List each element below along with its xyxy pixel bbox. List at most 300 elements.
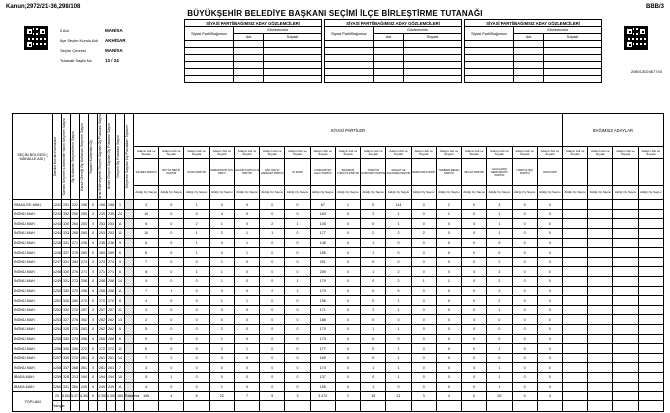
vote-cell: 0 — [285, 257, 310, 267]
value-cell: 270 — [71, 286, 80, 296]
vote-cell: 1 — [386, 296, 411, 306]
vote-cell: 0 — [512, 267, 537, 277]
parties-header: SİYASİ PARTİLER — [134, 114, 563, 147]
value-cell: 13 — [116, 315, 125, 325]
vote-cell: 0 — [159, 277, 184, 287]
vote-cell: 0 — [234, 267, 259, 277]
value-cell: 194 — [80, 372, 89, 382]
vote-cell: 0 — [335, 238, 360, 248]
vote-cell: 155 — [310, 382, 335, 392]
vote-cell: 0 — [285, 334, 310, 344]
district-cell: İNÖNÜ MAH. — [13, 363, 53, 373]
vote-cell: 0 — [361, 257, 386, 267]
observer-last-label: Soyadı — [404, 34, 462, 41]
candidate-name-label: Adayın Adı ve Soyadı — [234, 147, 259, 159]
votes-label: Aldığı Oy Sayısı — [159, 186, 184, 200]
vote-cell: 2 — [386, 267, 411, 277]
vote-cell: 0 — [386, 315, 411, 325]
observer-header: SİYASİ PARTİ/BAĞIMSIZ ADAY GÖZLEMCİLERİ — [185, 20, 322, 27]
value-cell: 0 — [89, 257, 98, 267]
value-cell: 9 — [116, 257, 125, 267]
vote-cell: 1 — [436, 209, 461, 219]
value-cell: 331 — [62, 257, 71, 267]
column-header: Geçersiz Sayılan Oy Pusulaları Toplamı — [125, 125, 129, 189]
value-cell: 1254 — [53, 325, 62, 335]
vote-cell: 1 — [386, 353, 411, 363]
value-cell: 333 — [62, 229, 71, 239]
value-cell: 1243 — [53, 219, 62, 229]
votes-label: Aldığı Oy Sayısı — [588, 186, 613, 200]
value-cell: 331 — [62, 277, 71, 287]
observer-party-cell — [185, 69, 234, 76]
vote-cell: 1 — [386, 325, 411, 335]
totals-label: TOPLAM — [13, 392, 53, 412]
vote-cell: 0 — [386, 238, 411, 248]
value-cell: 0 — [89, 363, 98, 373]
value-cell: 213 — [71, 372, 80, 382]
votes-label: Aldığı Oy Sayısı — [234, 186, 259, 200]
info-label: Tutanak Sayfa No — [60, 58, 92, 63]
vote-cell: 0 — [512, 334, 537, 344]
vote-cell: 0 — [462, 372, 487, 382]
vote-cell: 0 — [512, 200, 537, 210]
vote-cell: 7 — [134, 353, 159, 363]
observer-first-label: Adı — [234, 34, 264, 41]
value-cell: 262 — [80, 325, 89, 335]
vote-cell: 1 — [285, 277, 310, 287]
candidate-name-label: Adayın Adı ve Soyadı — [537, 147, 562, 159]
totals-vote-cell: 22 — [209, 392, 234, 401]
observer-party-cell — [185, 62, 234, 69]
vote-cell: 0 — [335, 257, 360, 267]
vote-cell: 0 — [411, 372, 436, 382]
vote-cell: 0 — [184, 334, 209, 344]
value-cell: 8 — [116, 296, 125, 306]
candidate-name-label: Adayın Adı ve Soyadı — [209, 147, 234, 159]
info-value: MANİSA — [105, 48, 123, 53]
value-cell: 0 — [89, 382, 98, 392]
value-cell: 273 — [71, 277, 80, 287]
vote-cell: 0 — [209, 315, 234, 325]
vote-cell: 145 — [310, 219, 335, 229]
vote-cell: 0 — [184, 296, 209, 306]
vote-cell: 0 — [209, 200, 234, 210]
vote-cell: 7 — [134, 257, 159, 267]
votes-label: Aldığı Oy Sayısı — [386, 186, 411, 200]
vote-cell: 0 — [537, 315, 562, 325]
value-cell: 284 — [71, 257, 80, 267]
observer-first-cell — [374, 55, 404, 62]
vote-cell: 0 — [462, 344, 487, 354]
vote-cell: 0 — [411, 209, 436, 219]
value-cell: 24 — [116, 209, 125, 219]
vote-cell: 0 — [462, 353, 487, 363]
value-cell: 0 — [89, 209, 98, 219]
observer-last-cell — [404, 55, 462, 62]
observer-first-cell — [514, 69, 544, 76]
observer-party-cell — [325, 48, 374, 55]
value-cell: 330 — [62, 344, 71, 354]
vote-cell: 0 — [184, 382, 209, 392]
words-label: Yazıyla — [53, 401, 62, 412]
totals-vote-cell: 2 — [335, 392, 360, 401]
vote-cell: 0 — [361, 286, 386, 296]
vote-cell: 67 — [310, 200, 335, 210]
vote-cell: 0 — [335, 325, 360, 335]
vote-cell: 0 — [285, 229, 310, 239]
vote-cell: 5 — [134, 325, 159, 335]
vote-cell: 0 — [260, 315, 285, 325]
value-cell: 1256 — [53, 344, 62, 354]
vote-cell: 5 — [134, 372, 159, 382]
vote-cell: 0 — [184, 209, 209, 219]
vote-cell: 0 — [285, 325, 310, 335]
observer-last-cell — [404, 41, 462, 48]
party-name: HALKLARIN DEMOKRATİK PARTİSİ — [487, 159, 512, 186]
value-cell: 5 — [116, 325, 125, 335]
value-cell: 270 — [80, 296, 89, 306]
vote-cell: 0 — [537, 296, 562, 306]
vote-cell: 4 — [134, 296, 159, 306]
votes-label: Aldığı Oy Sayısı — [613, 186, 638, 200]
vote-cell: 4 — [209, 209, 234, 219]
vote-cell: 1 — [260, 229, 285, 239]
info-value: AKHİSAR — [105, 38, 126, 43]
vote-cell: 0 — [335, 267, 360, 277]
vote-cell: 0 — [462, 238, 487, 248]
value-cell: 260 — [71, 382, 80, 392]
vote-cell: 2 — [386, 277, 411, 287]
observer-first-cell — [514, 62, 544, 69]
vote-cell: 0 — [335, 229, 360, 239]
totals-vote-cell: 0 — [537, 392, 562, 401]
vote-cell: 1 — [487, 344, 512, 354]
value-cell: 272 — [98, 344, 107, 354]
value-cell: 1255 — [53, 334, 62, 344]
value-cell: 337 — [62, 363, 71, 373]
observer-party-cell — [325, 76, 374, 83]
totals-cell: 4.392 — [107, 392, 116, 401]
vote-cell: 0 — [537, 382, 562, 392]
vote-cell: 0 — [285, 315, 310, 325]
observer-last-cell — [264, 76, 322, 83]
table-row — [13, 296, 664, 306]
vote-cell: 4 — [134, 277, 159, 287]
value-cell: 1244 — [53, 229, 62, 239]
column-header: İtirazlı Geçerli Sayılan Oy Pusulası Sayısı — [107, 123, 111, 190]
table-row — [13, 209, 664, 219]
vote-cell: 0 — [487, 315, 512, 325]
value-cell: 258 — [98, 286, 107, 296]
value-cell: 7 — [116, 363, 125, 373]
observer-last-cell — [544, 76, 602, 83]
value-cell: 1 — [116, 200, 125, 210]
table-row — [13, 200, 664, 210]
vote-cell: 1 — [209, 334, 234, 344]
vote-cell: 0 — [234, 382, 259, 392]
party-name: İYİ PARTİ — [285, 159, 310, 186]
value-cell: 14 — [116, 277, 125, 287]
value-cell: 269 — [107, 248, 116, 258]
vote-cell: 1 — [436, 277, 461, 287]
value-cell: 1260 — [53, 382, 62, 392]
party-name: MİLLET PARTİSİ — [462, 159, 487, 186]
header-info — [60, 26, 126, 66]
vote-cell: 0 — [462, 229, 487, 239]
value-cell: 194 — [107, 372, 116, 382]
votes-label: Aldığı Oy Sayısı — [462, 186, 487, 200]
vote-cell: 3 — [134, 200, 159, 210]
vote-cell: 0 — [361, 353, 386, 363]
vote-cell: 1 — [234, 238, 259, 248]
table-row — [13, 219, 664, 229]
table-row — [13, 325, 664, 335]
value-cell: 1258 — [53, 363, 62, 373]
votes-label: Aldığı Oy Sayısı — [134, 186, 159, 200]
vote-cell: 0 — [537, 219, 562, 229]
vote-cell: 171 — [310, 305, 335, 315]
candidate-name-label: Adayın Adı ve Soyadı — [411, 147, 436, 159]
value-cell: 239 — [98, 209, 107, 219]
vote-cell: 0 — [436, 296, 461, 306]
vote-cell: 1 — [487, 372, 512, 382]
vote-cell: 0 — [537, 209, 562, 219]
vote-cell: 2 — [436, 200, 461, 210]
column-header: Geçerli Oy Pusulası Sayısı — [116, 135, 120, 179]
vote-cell: 1 — [209, 257, 234, 267]
district-cell: İNÖNÜ MAH. — [13, 315, 53, 325]
table-row — [13, 267, 664, 277]
vote-cell: 1 — [487, 363, 512, 373]
vote-cell: 0 — [184, 363, 209, 373]
value-cell: 328 — [62, 372, 71, 382]
candidate-name-label: Adayın Adı ve Soyadı — [613, 147, 638, 159]
vote-cell: 0 — [184, 305, 209, 315]
vote-cell: 1 — [487, 305, 512, 315]
totals-vote-cell: 15 — [361, 392, 386, 401]
value-cell: 270 — [98, 296, 107, 306]
vote-cell: 2 — [260, 286, 285, 296]
vote-cell: 0 — [234, 305, 259, 315]
district-cell: İNÖNÜ MAH. — [13, 229, 53, 239]
party-name: CUMHURİYET HALK PARTİSİ — [310, 159, 335, 186]
candidate-name-label: Adayın Adı ve Soyadı — [436, 147, 461, 159]
vote-cell: 0 — [260, 382, 285, 392]
value-cell: 222 — [71, 200, 80, 210]
value-cell: 270 — [107, 296, 116, 306]
totals-vote-cell: 4 — [436, 392, 461, 401]
vote-cell: 3 — [487, 267, 512, 277]
value-cell: 335 — [62, 325, 71, 335]
totals-cell: 5.477 — [71, 392, 80, 401]
vote-cell: 0 — [335, 296, 360, 306]
law-reference: Kanun;2972/21-36,298/108 — [6, 4, 81, 10]
party-name: MİLLİYETÇİ HAREKET PARTİSİ — [260, 159, 285, 186]
vote-cell: 8 — [134, 267, 159, 277]
observer-first-label: Adı — [514, 34, 544, 41]
vote-cell: 0 — [512, 372, 537, 382]
vote-cell: 2 — [411, 229, 436, 239]
vote-cell: 0 — [159, 363, 184, 373]
vote-cell: 0 — [260, 305, 285, 315]
vote-cell: 0 — [512, 305, 537, 315]
value-cell: 0 — [89, 238, 98, 248]
vote-cell: 0 — [436, 229, 461, 239]
value-cell: 274 — [80, 257, 89, 267]
value-cell: 262 — [80, 315, 89, 325]
party-name: SAADET PARTİSİ — [134, 159, 159, 186]
candidate-name-label: Adayın Adı ve Soyadı — [134, 147, 159, 159]
vote-cell: 0 — [411, 200, 436, 210]
candidate-name-label: Adayın Adı ve Soyadı — [184, 147, 209, 159]
vote-cell: 0 — [260, 325, 285, 335]
observer-party-label: Siyasi Parti/Bağımsız — [325, 27, 374, 41]
table-row — [13, 363, 664, 373]
vote-cell: 0 — [184, 257, 209, 267]
vote-cell: 0 — [159, 382, 184, 392]
observer-party-label: Siyasi Parti/Bağımsız — [185, 27, 234, 41]
value-cell: 253 — [80, 219, 89, 229]
observer-header: SİYASİ PARTİ/BAĞIMSIZ ADAY GÖZLEMCİLERİ — [465, 20, 602, 27]
vote-cell: 114 — [386, 200, 411, 210]
votes-label: Aldığı Oy Sayısı — [361, 186, 386, 200]
vote-cell: 0 — [411, 248, 436, 258]
value-cell: 253 — [98, 219, 107, 229]
vote-cell: 0 — [411, 257, 436, 267]
value-cell: 269 — [80, 248, 89, 258]
vote-cell: 2 — [159, 353, 184, 363]
vote-cell: 0 — [184, 325, 209, 335]
vote-cell: 0 — [436, 372, 461, 382]
value-cell: 276 — [71, 315, 80, 325]
totals-vote-cell: 7 — [234, 392, 259, 401]
vote-cell: 0 — [260, 267, 285, 277]
vote-cell: 0 — [209, 353, 234, 363]
vote-cell: 0 — [436, 286, 461, 296]
party-name: BAĞIMSIZ TÜRKİYE PARTİSİ — [335, 159, 360, 186]
vote-cell: 170 — [310, 286, 335, 296]
vote-cell: 2 — [184, 219, 209, 229]
vote-cell: 0 — [234, 219, 259, 229]
vote-cell: 2 — [260, 219, 285, 229]
vote-cell: 0 — [537, 305, 562, 315]
vote-cell: 1 — [335, 200, 360, 210]
vote-cell: 0 — [184, 353, 209, 363]
observer-first-cell — [374, 62, 404, 69]
vote-cell: 0 — [234, 334, 259, 344]
column-header: Sandık Kurulu Numarası — [53, 137, 57, 177]
vote-cell: 0 — [209, 286, 234, 296]
value-cell: 270 — [71, 353, 80, 363]
table-row — [13, 382, 664, 392]
value-cell: 1248 — [53, 267, 62, 277]
value-cell: 1250 — [53, 286, 62, 296]
vote-cell: 175 — [310, 325, 335, 335]
district-cell: İNÖNÜ MAH. — [13, 257, 53, 267]
vote-cell: 0 — [260, 344, 285, 354]
votes-label: Aldığı Oy Sayısı — [512, 186, 537, 200]
candidate-name-label: Adayın Adı ve Soyadı — [638, 147, 663, 159]
value-cell: 268 — [80, 334, 89, 344]
value-cell: 269 — [98, 248, 107, 258]
value-cell: 1259 — [53, 372, 62, 382]
vote-cell: 1 — [386, 363, 411, 373]
vote-cell: 1 — [411, 277, 436, 287]
value-cell: 0 — [89, 344, 98, 354]
vote-cell: 1 — [386, 219, 411, 229]
vote-cell: 0 — [159, 334, 184, 344]
observer-party-cell — [185, 48, 234, 55]
candidate-name-label: Adayın Adı ve Soyadı — [386, 147, 411, 159]
vote-cell: 196 — [310, 296, 335, 306]
observer-header: SİYASİ PARTİ/BAĞIMSIZ ADAY GÖZLEMCİLERİ — [325, 20, 462, 27]
value-cell: 0 — [89, 277, 98, 287]
observer-label: Gözlemcinin — [234, 27, 322, 34]
votes-label: Aldığı Oy Sayısı — [260, 186, 285, 200]
vote-cell: 0 — [260, 372, 285, 382]
observer-first-cell — [374, 69, 404, 76]
observer-last-cell — [544, 48, 602, 55]
vote-cell: 0 — [512, 209, 537, 219]
value-cell: 0 — [89, 353, 98, 363]
district-cell: İNÖNÜ MAH. — [13, 277, 53, 287]
vote-cell: 2 — [209, 325, 234, 335]
vote-cell: 0 — [260, 363, 285, 373]
vote-cell: 148 — [310, 238, 335, 248]
vote-cell: 0 — [512, 286, 537, 296]
vote-cell: 2 — [361, 229, 386, 239]
vote-cell: 0 — [361, 219, 386, 229]
candidate-name-label: Adayın Adı ve Soyadı — [588, 147, 613, 159]
value-cell: 261 — [98, 363, 107, 373]
vote-cell: 1 — [184, 238, 209, 248]
observer-first-cell — [374, 76, 404, 83]
vote-cell: 1 — [487, 219, 512, 229]
vote-cell: 201 — [310, 257, 335, 267]
value-cell: 280 — [71, 296, 80, 306]
vote-cell: 0 — [411, 344, 436, 354]
observer-first-label: Adı — [374, 34, 404, 41]
vote-cell: 10 — [134, 229, 159, 239]
observer-label: Gözlemcinin — [514, 27, 602, 34]
vote-cell: 1 — [159, 372, 184, 382]
vote-cell: 0 — [184, 315, 209, 325]
candidate-name-label: Adayın Adı ve Soyadı — [512, 147, 537, 159]
vote-cell: 0 — [436, 238, 461, 248]
observer-party-cell — [465, 76, 514, 83]
vote-cell: 0 — [436, 315, 461, 325]
vote-cell: 1 — [361, 238, 386, 248]
observer-first-cell — [514, 55, 544, 62]
vote-cell: 6 — [134, 344, 159, 354]
vote-cell: 0 — [285, 200, 310, 210]
value-cell: 253 — [107, 219, 116, 229]
value-cell: 279 — [71, 334, 80, 344]
vote-cell: 1 — [487, 209, 512, 219]
vote-cell: 0 — [436, 257, 461, 267]
vote-cell: 0 — [487, 334, 512, 344]
totals-vote-cell: 5 — [260, 392, 285, 401]
vote-cell: 1 — [184, 229, 209, 239]
observer-last-cell — [264, 41, 322, 48]
observer-first-cell — [234, 76, 264, 83]
value-cell: 270 — [71, 305, 80, 315]
value-cell: 261 — [107, 353, 116, 363]
vote-cell: 0 — [462, 382, 487, 392]
vote-cell: 1 — [209, 296, 234, 306]
value-cell: 276 — [71, 267, 80, 277]
vote-cell: 0 — [411, 325, 436, 335]
